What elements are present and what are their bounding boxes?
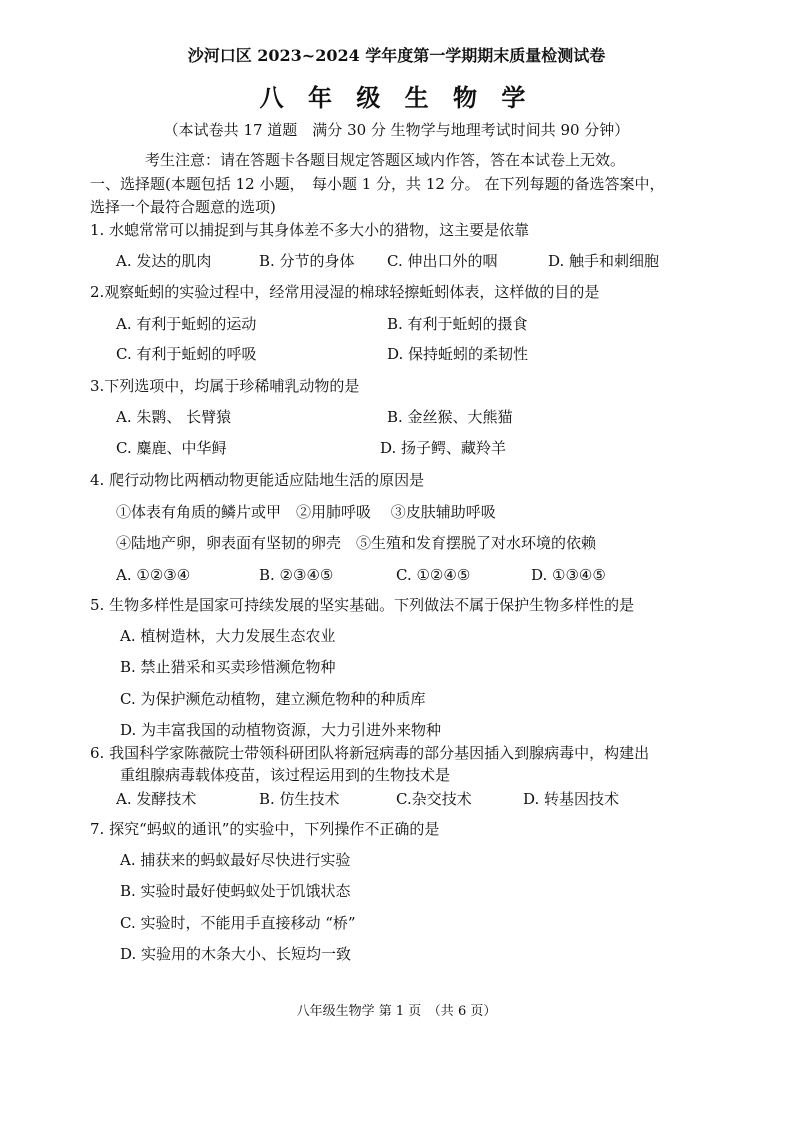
question-6-stem-line2: 重组腺病毒载体疫苗，该过程运用到的生物技术是 bbox=[120, 766, 451, 784]
question-7-option-a: A. 捕获来的蚂蚁最好尽快进行实验 bbox=[120, 851, 351, 869]
question-1-stem: 1. 水螅常常可以捕捉到与其身体差不多大小的猎物，这主要是依靠 bbox=[90, 221, 530, 239]
question-2-option-b: B. 有利于蚯蚓的摄食 bbox=[387, 315, 528, 333]
question-4-option-a: A. ①②③④ bbox=[116, 566, 191, 584]
question-5-option-c: C. 为保护濒危动植物，建立濒危物种的种质库 bbox=[120, 690, 426, 708]
question-3-option-c: C. 麋鹿、中华鲟 bbox=[116, 439, 227, 457]
exam-info: （本试卷共 17 道题 满分 30 分 生物学与地理考试时间共 90 分钟） bbox=[163, 121, 630, 139]
question-4-item-line1: ①体表有角质的鳞片或甲 ②用肺呼吸 ③皮肤辅助呼吸 bbox=[116, 503, 496, 521]
question-3-option-a: A. 朱鹮、 长臂猿 bbox=[116, 408, 232, 426]
question-7-option-d: D. 实验用的木条大小、长短均一致 bbox=[120, 945, 352, 963]
question-4-stem: 4. 爬行动物比两栖动物更能适应陆地生活的原因是 bbox=[90, 471, 425, 489]
section-heading-line1: 一、选择题(本题包括 12 小题， 每小题 1 分，共 12 分。 在下列每题的备选答案中， bbox=[90, 175, 665, 193]
question-6-option-b: B. 仿生技术 bbox=[259, 790, 340, 808]
question-5-option-a: A. 植树造林，大力发展生态农业 bbox=[120, 627, 336, 645]
question-1-option-c: C. 伸出口外的咽 bbox=[387, 252, 498, 270]
question-7-option-c: C. 实验时，不能用手直接移动 “桥” bbox=[120, 914, 356, 932]
question-7-option-b: B. 实验时最好使蚂蚁处于饥饿状态 bbox=[120, 882, 351, 900]
question-2-option-a: A. 有利于蚯蚓的运动 bbox=[116, 315, 257, 333]
section-heading-line2: 选择一个最符合题意的选项) bbox=[90, 198, 276, 216]
question-2-option-d: D. 保持蚯蚓的柔韧性 bbox=[387, 345, 529, 363]
question-4-option-c: C. ①②④⑤ bbox=[396, 566, 471, 584]
question-2-stem: 2.观察蚯蚓的实验过程中，经常用浸湿的棉球轻擦蚯蚓体表，这样做的目的是 bbox=[90, 283, 600, 301]
question-2-option-c: C. 有利于蚯蚓的呼吸 bbox=[116, 345, 257, 363]
question-4-option-b: B. ②③④⑤ bbox=[259, 566, 334, 584]
question-5-option-d: D. 为丰富我国的动植物资源，大力引进外来物种 bbox=[120, 721, 442, 739]
question-1-option-d: D. 触手和刺细胞 bbox=[548, 252, 660, 270]
question-4-item-line2: ④陆地产卵，卵表面有坚韧的卵壳 ⑤生殖和发育摆脱了对水环境的依赖 bbox=[116, 534, 597, 552]
exam-title: 沙河口区 2023~2024 学年度第一学期期末质量检测试卷 bbox=[187, 46, 606, 65]
question-1-option-a: A. 发达的肌肉 bbox=[116, 252, 212, 270]
question-5-option-b: B. 禁止猎采和买卖珍惜濒危物种 bbox=[120, 658, 336, 676]
question-4-option-d: D. ①③④⑤ bbox=[531, 566, 606, 584]
page-footer: 八年级生物学 第 1 页 （共 6 页） bbox=[296, 1004, 497, 1019]
question-6-option-d: D. 转基因技术 bbox=[523, 790, 620, 808]
subject-title: 八 年 级 生 物 学 bbox=[259, 83, 534, 112]
question-6-option-c: C.杂交技术 bbox=[396, 790, 472, 808]
question-1-option-b: B. 分节的身体 bbox=[259, 252, 355, 270]
question-7-stem: 7. 探究“蚂蚁的通讯”的实验中，下列操作不正确的是 bbox=[90, 820, 440, 838]
question-3-stem: 3.下列选项中，均属于珍稀哺乳动物的是 bbox=[90, 377, 360, 395]
question-5-stem: 5. 生物多样性是国家可持续发展的坚实基础。下列做法不属于保护生物多样性的是 bbox=[90, 596, 635, 614]
question-6-stem-line1: 6. 我国科学家陈薇院士带领科研团队将新冠病毒的部分基因插入到腺病毒中，构建出 bbox=[90, 744, 650, 762]
question-6-option-a: A. 发酵技术 bbox=[116, 790, 197, 808]
exam-notice: 考生注意：请在答题卡各题目规定答题区域内作答，答在本试卷上无效。 bbox=[145, 151, 626, 169]
question-3-option-b: B. 金丝猴、大熊猫 bbox=[387, 408, 513, 426]
question-3-option-d: D. 扬子鳄、藏羚羊 bbox=[380, 439, 507, 457]
